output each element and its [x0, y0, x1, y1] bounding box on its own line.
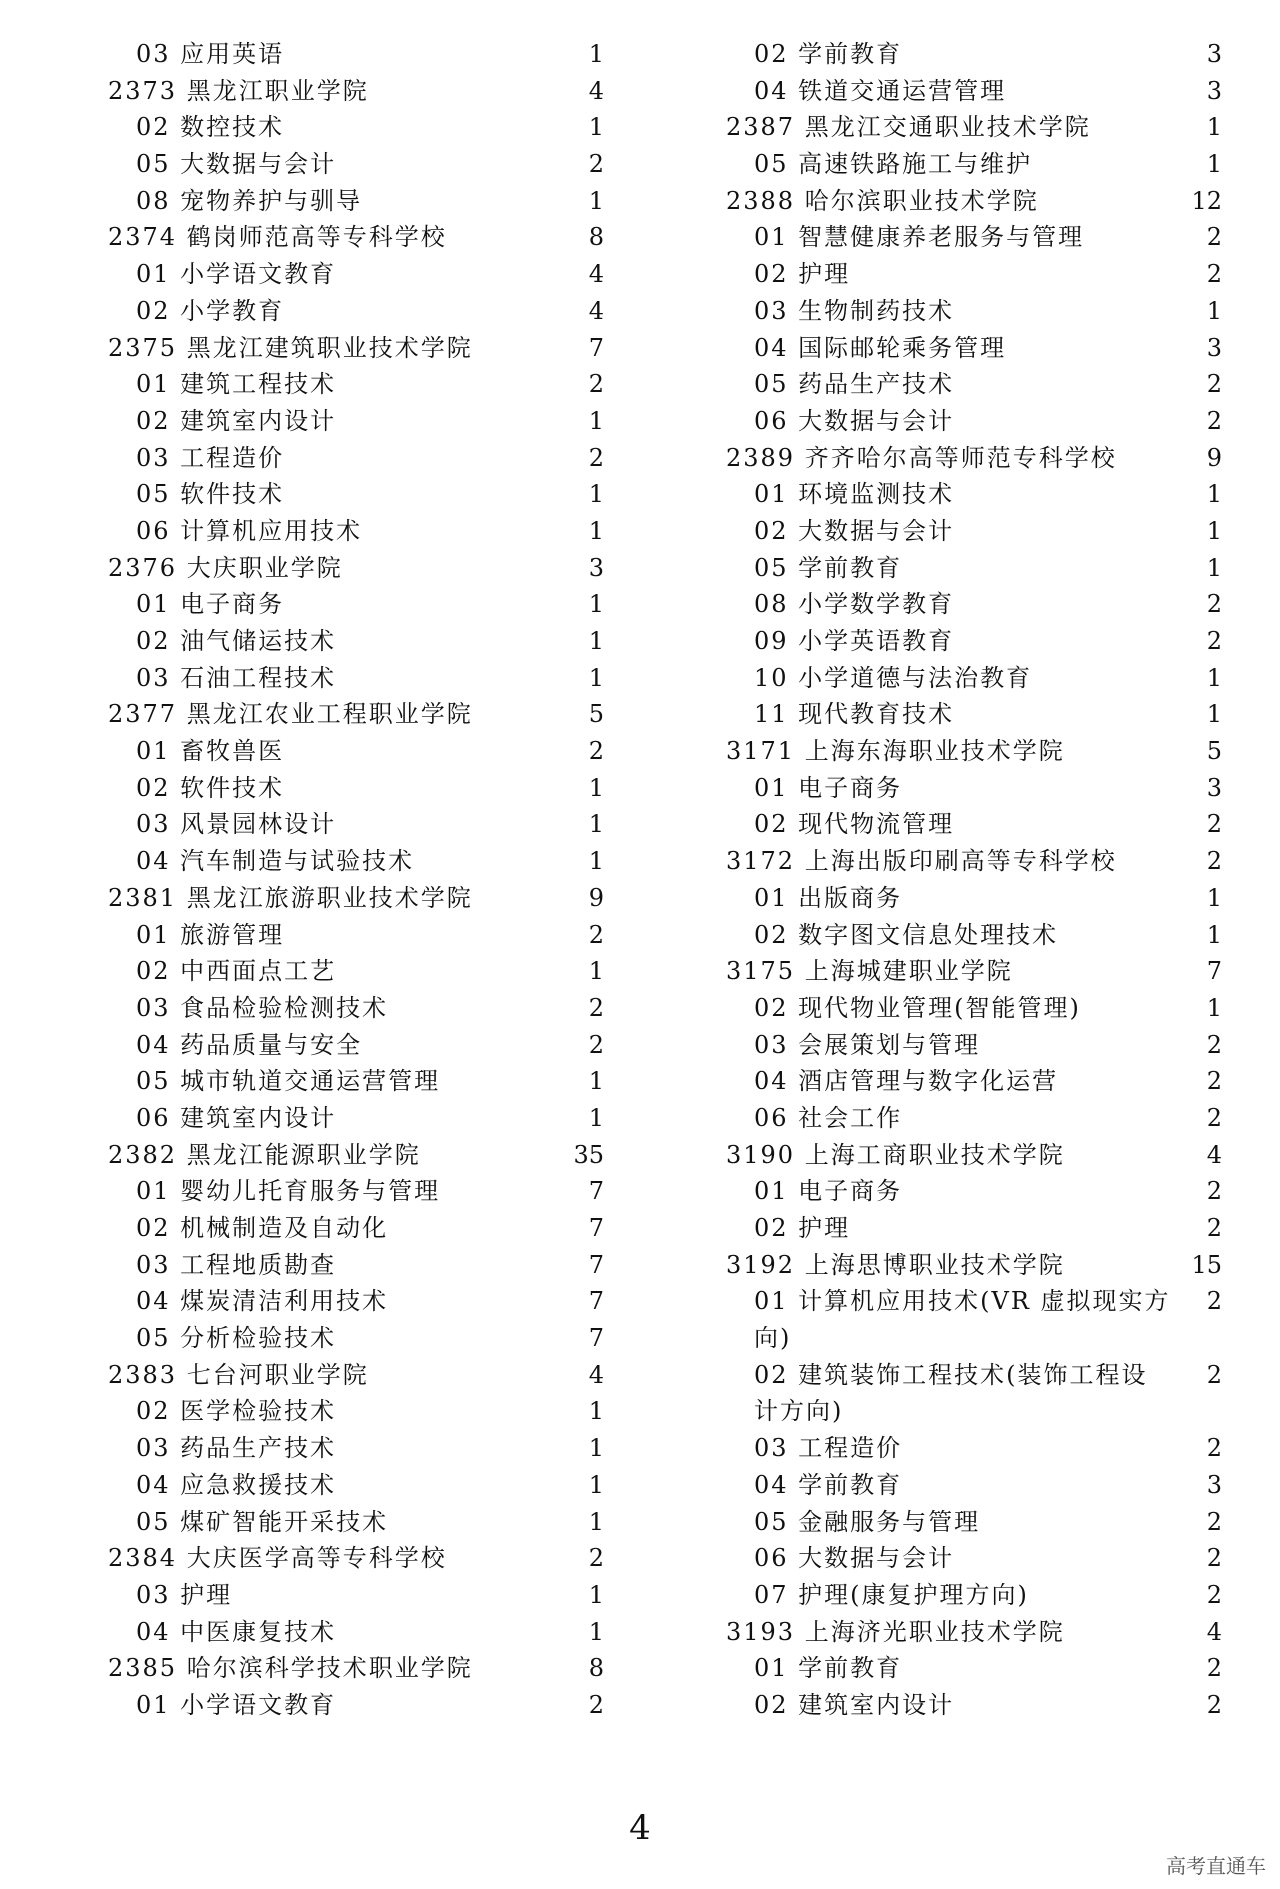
major-name: 03 工程造价	[754, 1434, 903, 1463]
school-row	[108, 1540, 604, 1577]
major-row	[108, 1210, 604, 1247]
school-row	[726, 733, 1222, 770]
school-name: 3175 上海城建职业学院	[726, 957, 1013, 986]
major-row	[726, 623, 1222, 660]
major-row	[108, 1687, 604, 1724]
enrollment-count: 1	[588, 186, 604, 215]
enrollment-count: 8	[588, 223, 604, 252]
major-row	[108, 1577, 604, 1614]
major-name: 03 石油工程技术	[136, 663, 337, 692]
enrollment-count: 4	[588, 1360, 604, 1389]
major-row	[108, 1430, 604, 1467]
major-row	[108, 1504, 604, 1541]
enrollment-count: 2	[1206, 1580, 1222, 1609]
enrollment-count: 7	[588, 1177, 604, 1206]
major-name: 02 中西面点工艺	[136, 957, 337, 986]
enrollment-count: 1	[1206, 296, 1222, 325]
major-name: 05 煤矿智能开采技术	[136, 1507, 389, 1536]
major-row	[108, 660, 604, 697]
major-row	[726, 513, 1222, 550]
major-row	[726, 586, 1222, 623]
major-row	[108, 183, 604, 220]
school-name: 2377 黑龙江农业工程职业学院	[108, 700, 473, 729]
major-row	[108, 806, 604, 843]
major-row	[726, 550, 1222, 587]
major-row	[726, 1027, 1222, 1064]
major-row	[726, 770, 1222, 807]
major-name: 08 小学数学教育	[754, 590, 955, 619]
major-name: 10 小学道德与法治教育	[754, 663, 1033, 692]
major-name: 02 护理	[754, 1214, 851, 1242]
major-name: 01 电子商务	[754, 773, 903, 802]
major-name: 02 油气储运技术	[136, 627, 337, 655]
major-row	[108, 366, 604, 403]
enrollment-count: 12	[1191, 186, 1222, 215]
enrollment-count: 2	[588, 1030, 604, 1059]
school-row	[108, 73, 604, 110]
enrollment-count: 2	[1206, 847, 1222, 876]
major-row	[108, 440, 604, 477]
major-name: 05 大数据与会计	[136, 150, 337, 179]
enrollment-count: 1	[588, 1067, 604, 1096]
major-row	[726, 1210, 1222, 1247]
school-name: 2389 齐齐哈尔高等师范专科学校	[726, 443, 1117, 472]
enrollment-count: 1	[588, 1397, 604, 1426]
enrollment-count: 2	[1206, 1214, 1222, 1242]
major-name: 02 护理	[754, 260, 851, 289]
major-row	[726, 660, 1222, 697]
major-name: 04 中医康复技术	[136, 1617, 337, 1646]
enrollment-count: 4	[588, 260, 604, 289]
enrollment-count: 2	[588, 1544, 604, 1573]
major-row	[108, 1063, 604, 1100]
school-name: 2383 七台河职业学院	[108, 1360, 369, 1389]
enrollment-count: 1	[588, 957, 604, 986]
major-row	[108, 733, 604, 770]
enrollment-count: 4	[1206, 1617, 1222, 1646]
enrollment-count: 2	[588, 737, 604, 766]
enrollment-count: 5	[588, 700, 604, 729]
major-row	[726, 330, 1222, 367]
enrollment-count: 2	[1206, 1690, 1222, 1719]
enrollment-count: 2	[588, 150, 604, 179]
major-row	[108, 1467, 604, 1504]
major-row	[108, 1614, 604, 1651]
major-row	[108, 990, 604, 1027]
major-name: 01 小学语文教育	[136, 260, 337, 289]
major-name: 02 建筑装饰工程技术(装饰工程设计方向)	[754, 1360, 1148, 1426]
school-name: 2387 黑龙江交通职业技术学院	[726, 113, 1091, 142]
enrollment-count: 1	[1206, 150, 1222, 179]
major-name: 02 建筑室内设计	[754, 1690, 955, 1719]
enrollment-count: 1	[588, 663, 604, 692]
major-row	[108, 1247, 604, 1284]
school-row	[108, 880, 604, 917]
enrollment-count: 2	[1206, 223, 1222, 252]
enrollment-count: 1	[588, 810, 604, 839]
major-name: 03 药品生产技术	[136, 1434, 337, 1463]
enrollment-count: 15	[1191, 1250, 1222, 1279]
major-name: 01 计算机应用技术(VR 虚拟现实方向)	[754, 1287, 1171, 1353]
enrollment-count: 9	[1206, 443, 1222, 472]
enrollment-count: 2	[1206, 627, 1222, 655]
enrollment-count: 1	[1206, 883, 1222, 912]
major-row	[108, 843, 604, 880]
major-name: 02 建筑室内设计	[136, 406, 337, 435]
major-name: 04 酒店管理与数字化运营	[754, 1067, 1059, 1096]
enrollment-count: 1	[588, 773, 604, 802]
major-name: 03 工程造价	[136, 443, 285, 472]
major-row	[726, 1687, 1222, 1724]
major-name: 01 建筑工程技术	[136, 370, 337, 399]
school-row	[726, 1614, 1222, 1651]
enrollment-count: 1	[1206, 993, 1222, 1022]
major-name: 05 金融服务与管理	[754, 1507, 981, 1536]
school-name: 3193 上海济光职业技术学院	[726, 1617, 1065, 1646]
enrollment-count: 1	[1206, 700, 1222, 729]
school-name: 2375 黑龙江建筑职业技术学院	[108, 333, 473, 362]
major-name: 01 婴幼儿托育服务与管理	[136, 1177, 441, 1206]
enrollment-count: 2	[588, 1690, 604, 1719]
enrollment-count: 1	[1206, 663, 1222, 692]
enrollment-count: 3	[1206, 1470, 1222, 1499]
enrollment-count: 2	[1206, 1030, 1222, 1059]
school-name: 3190 上海工商职业技术学院	[726, 1140, 1065, 1169]
enrollment-count: 1	[588, 590, 604, 619]
enrollment-count: 1	[588, 1434, 604, 1463]
major-name: 04 国际邮轮乘务管理	[754, 333, 1007, 362]
enrollment-count: 3	[1206, 40, 1222, 68]
major-row	[108, 1393, 604, 1430]
enrollment-count: 7	[588, 1214, 604, 1242]
major-row	[726, 403, 1222, 440]
enrollment-count: 3	[1206, 773, 1222, 802]
major-row	[108, 109, 604, 146]
major-name: 02 现代物流管理	[754, 810, 955, 839]
major-row	[726, 696, 1222, 733]
major-name: 02 现代物业管理(智能管理)	[754, 993, 1081, 1022]
major-name: 05 药品生产技术	[754, 370, 955, 399]
major-name: 02 数控技术	[136, 113, 285, 142]
enrollment-count: 8	[588, 1654, 604, 1683]
major-name: 05 高速铁路施工与维护	[754, 150, 1033, 179]
major-row	[726, 219, 1222, 256]
major-name: 02 大数据与会计	[754, 516, 955, 545]
major-name: 01 电子商务	[754, 1177, 903, 1206]
school-row	[726, 1247, 1222, 1284]
major-name: 01 出版商务	[754, 883, 903, 912]
watermark: 高考直通车	[1166, 1854, 1266, 1878]
enrollment-count: 4	[588, 76, 604, 105]
major-row	[726, 1540, 1222, 1577]
major-row	[108, 586, 604, 623]
school-row	[726, 109, 1222, 146]
school-name: 3192 上海思博职业技术学院	[726, 1250, 1065, 1279]
major-row	[108, 770, 604, 807]
major-name: 06 建筑室内设计	[136, 1103, 337, 1132]
major-name: 01 旅游管理	[136, 920, 285, 949]
enrollment-count: 7	[588, 1287, 604, 1316]
enrollment-count: 1	[1206, 553, 1222, 582]
enrollment-count: 1	[588, 480, 604, 509]
enrollment-count: 7	[588, 1250, 604, 1279]
major-row	[108, 953, 604, 990]
enrollment-count: 7	[588, 1324, 604, 1353]
major-row	[726, 1173, 1222, 1210]
major-name: 09 小学英语教育	[754, 627, 955, 655]
enrollment-count: 1	[588, 847, 604, 876]
school-row	[108, 219, 604, 256]
school-row	[108, 550, 604, 587]
major-row	[108, 513, 604, 550]
major-name: 01 小学语文教育	[136, 1690, 337, 1719]
enrollment-count: 2	[588, 920, 604, 949]
major-row	[108, 623, 604, 660]
major-row	[726, 1063, 1222, 1100]
major-row	[108, 256, 604, 293]
major-name: 11 现代教育技术	[754, 700, 955, 729]
enrollment-count: 2	[1206, 810, 1222, 839]
enrollment-count: 1	[588, 516, 604, 545]
enrollment-count: 1	[588, 627, 604, 655]
enrollment-count: 2	[1206, 1103, 1222, 1132]
major-row	[726, 476, 1222, 513]
enrollment-count: 2	[1206, 590, 1222, 619]
major-name: 03 应用英语	[136, 40, 285, 68]
major-name: 04 学前教育	[754, 1470, 903, 1499]
school-name: 3171 上海东海职业技术学院	[726, 737, 1065, 766]
enrollment-count: 4	[588, 296, 604, 325]
school-row	[108, 696, 604, 733]
major-row	[726, 36, 1222, 73]
major-name: 05 学前教育	[754, 553, 903, 582]
enrollment-count: 1	[1206, 480, 1222, 509]
major-name: 04 药品质量与安全	[136, 1030, 363, 1059]
major-row	[726, 293, 1222, 330]
enrollment-count: 7	[1206, 957, 1222, 986]
school-name: 2373 黑龙江职业学院	[108, 76, 369, 105]
major-row	[726, 1357, 1222, 1430]
major-row	[726, 1650, 1222, 1687]
major-name: 02 数字图文信息处理技术	[754, 920, 1059, 949]
enrollment-count: 35	[573, 1140, 604, 1169]
school-row	[108, 1137, 604, 1174]
enrollment-count: 2	[588, 370, 604, 399]
major-row	[108, 403, 604, 440]
enrollment-count: 3	[588, 553, 604, 582]
enrollment-count: 5	[1206, 737, 1222, 766]
enrollment-count: 3	[1206, 333, 1222, 362]
major-row	[726, 1430, 1222, 1467]
major-name: 03 风景园林设计	[136, 810, 337, 839]
major-row	[726, 806, 1222, 843]
major-row	[108, 1320, 604, 1357]
school-name: 2382 黑龙江能源职业学院	[108, 1140, 421, 1169]
page-number: 4	[629, 1808, 651, 1848]
major-row	[108, 1173, 604, 1210]
enrollment-count: 2	[1206, 1507, 1222, 1536]
major-row	[726, 1100, 1222, 1137]
school-name: 3172 上海出版印刷高等专科学校	[726, 847, 1117, 876]
major-row	[108, 1027, 604, 1064]
major-name: 03 生物制药技术	[754, 296, 955, 325]
major-name: 04 铁道交通运营管理	[754, 76, 1007, 105]
major-name: 06 计算机应用技术	[136, 516, 363, 545]
major-name: 03 护理	[136, 1580, 233, 1609]
major-row	[108, 146, 604, 183]
major-name: 05 软件技术	[136, 480, 285, 509]
left-column	[108, 36, 604, 1724]
major-name: 02 学前教育	[754, 40, 903, 68]
major-row	[108, 917, 604, 954]
enrollment-count: 1	[588, 406, 604, 435]
major-name: 04 煤炭清洁利用技术	[136, 1287, 389, 1316]
school-row	[726, 953, 1222, 990]
enrollment-count: 4	[1206, 1140, 1222, 1169]
major-name: 03 会展策划与管理	[754, 1030, 981, 1059]
enrollment-count: 2	[1206, 1654, 1222, 1683]
school-name: 2381 黑龙江旅游职业技术学院	[108, 883, 473, 912]
major-name: 01 电子商务	[136, 590, 285, 619]
major-name: 05 分析检验技术	[136, 1324, 337, 1353]
enrollment-count: 1	[1206, 516, 1222, 545]
enrollment-count: 2	[1206, 1067, 1222, 1096]
school-name: 2376 大庆职业学院	[108, 553, 343, 582]
school-name: 2374 鹤岗师范高等专科学校	[108, 223, 447, 252]
enrollment-count: 1	[588, 113, 604, 142]
major-row	[108, 1283, 604, 1320]
major-row	[726, 73, 1222, 110]
major-name: 03 食品检验检测技术	[136, 993, 389, 1022]
school-row	[726, 183, 1222, 220]
enrollment-count: 9	[588, 883, 604, 912]
enrollment-count: 2	[1206, 260, 1222, 289]
major-name: 07 护理(康复护理方向)	[754, 1580, 1029, 1609]
enrollment-count: 2	[588, 993, 604, 1022]
major-name: 02 机械制造及自动化	[136, 1214, 389, 1242]
enrollment-count: 1	[588, 1470, 604, 1499]
major-name: 01 学前教育	[754, 1654, 903, 1683]
major-row	[108, 476, 604, 513]
enrollment-count: 1	[588, 1580, 604, 1609]
major-row	[726, 1504, 1222, 1541]
enrollment-count: 2	[1206, 1544, 1222, 1573]
enrollment-count: 1	[1206, 920, 1222, 949]
enrollment-count: 3	[1206, 76, 1222, 105]
major-row	[726, 1467, 1222, 1504]
major-name: 05 城市轨道交通运营管理	[136, 1067, 441, 1096]
major-name: 01 环境监测技术	[754, 480, 955, 509]
major-name: 04 应急救援技术	[136, 1470, 337, 1499]
major-name: 03 工程地质勘查	[136, 1250, 337, 1279]
major-name: 02 医学检验技术	[136, 1397, 337, 1426]
major-row	[726, 366, 1222, 403]
right-column	[726, 36, 1222, 1724]
major-name: 02 软件技术	[136, 773, 285, 802]
major-name: 01 畜牧兽医	[136, 737, 285, 766]
major-name: 06 社会工作	[754, 1103, 903, 1132]
enrollment-count: 2	[1206, 406, 1222, 435]
enrollment-count: 1	[588, 1617, 604, 1646]
enrollment-count: 2	[1206, 1287, 1222, 1316]
school-name: 2388 哈尔滨职业技术学院	[726, 186, 1039, 215]
major-row	[726, 990, 1222, 1027]
enrollment-count: 2	[1206, 1434, 1222, 1463]
major-name: 04 汽车制造与试验技术	[136, 847, 415, 876]
enrollment-count: 2	[1206, 1360, 1222, 1389]
major-name: 06 大数据与会计	[754, 406, 955, 435]
major-name: 06 大数据与会计	[754, 1544, 955, 1573]
school-name: 2385 哈尔滨科学技术职业学院	[108, 1654, 473, 1683]
major-row	[108, 293, 604, 330]
major-name: 08 宠物养护与驯导	[136, 186, 363, 215]
major-row	[726, 256, 1222, 293]
enrollment-count: 1	[588, 1103, 604, 1132]
school-row	[108, 1650, 604, 1687]
major-name: 01 智慧健康养老服务与管理	[754, 223, 1085, 252]
enrollment-count: 1	[1206, 113, 1222, 142]
enrollment-count: 7	[588, 333, 604, 362]
enrollment-count: 2	[588, 443, 604, 472]
enrollment-count: 1	[588, 1507, 604, 1536]
enrollment-count: 2	[1206, 370, 1222, 399]
major-row	[726, 1577, 1222, 1614]
school-row	[726, 843, 1222, 880]
school-row	[726, 1137, 1222, 1174]
enrollment-count: 1	[588, 40, 604, 68]
major-name: 02 小学教育	[136, 296, 285, 325]
major-row	[726, 917, 1222, 954]
major-row	[108, 36, 604, 73]
major-row	[108, 1100, 604, 1137]
major-row	[726, 146, 1222, 183]
school-row	[108, 1357, 604, 1394]
major-row	[726, 880, 1222, 917]
school-name: 2384 大庆医学高等专科学校	[108, 1544, 447, 1573]
enrollment-count: 2	[1206, 1177, 1222, 1206]
school-row	[726, 440, 1222, 477]
school-row	[108, 330, 604, 367]
major-row	[726, 1283, 1222, 1356]
